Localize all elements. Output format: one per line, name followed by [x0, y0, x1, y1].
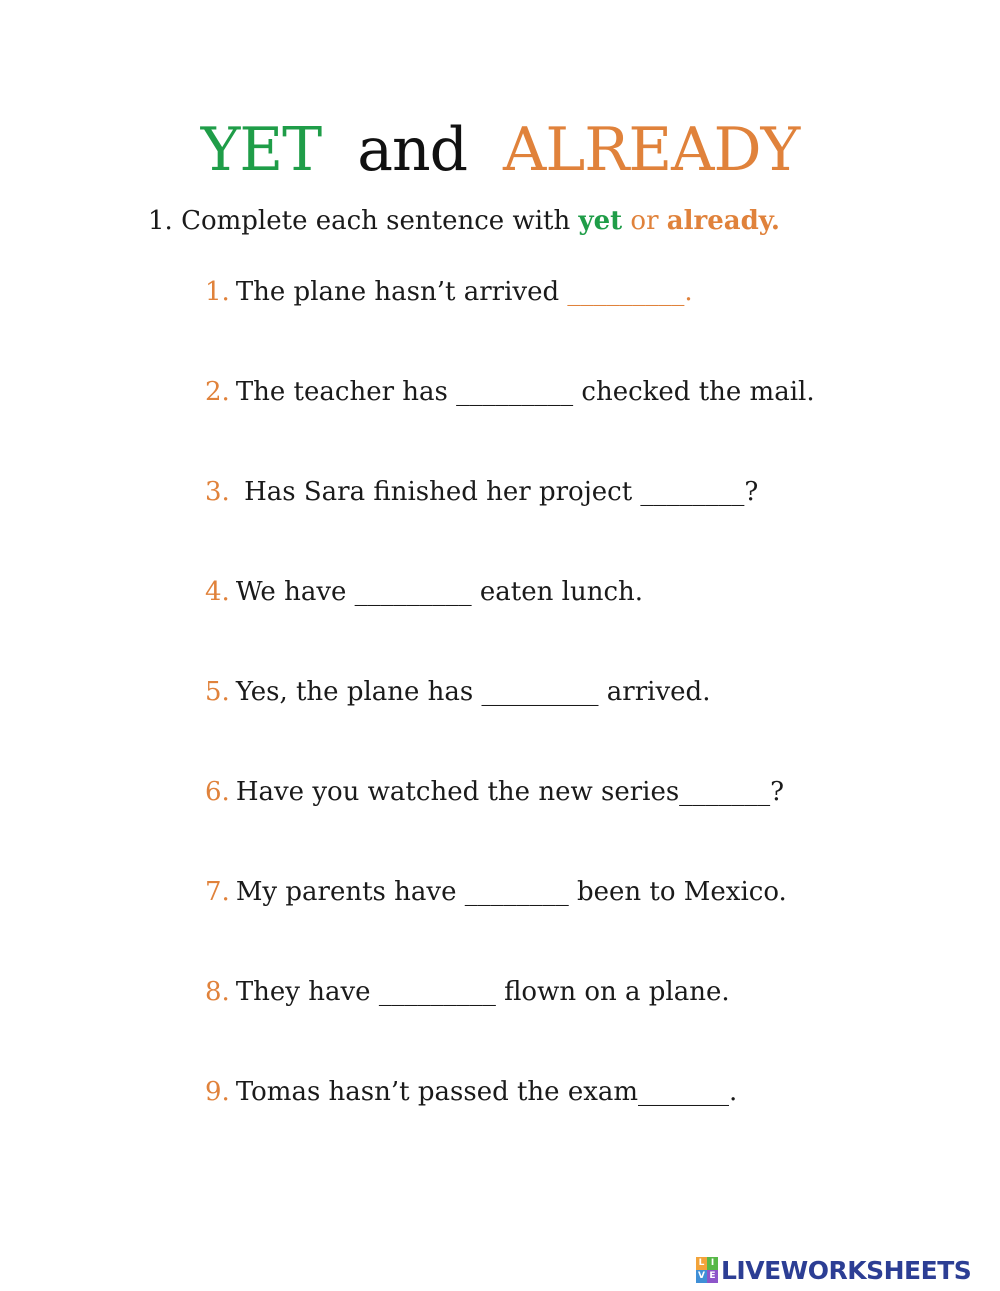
exercise-item-7[interactable]	[205, 872, 787, 912]
liveworksheets-logo-icon	[696, 1257, 718, 1283]
logo-mark-letter: E	[707, 1270, 718, 1283]
title-and: and	[357, 115, 468, 185]
instruction-text: Complete each sentence with	[181, 206, 571, 236]
item-text: The plane hasn’t arrived	[235, 277, 560, 307]
item-text: Yes, the plane has _________ arrived.	[235, 677, 711, 707]
item-text: The teacher has _________ checked the mail.	[235, 377, 815, 407]
exercise-item-4[interactable]	[205, 572, 643, 612]
item-number: 2.	[205, 377, 230, 407]
item-number: 4.	[205, 577, 230, 607]
item-text: My parents have ________ been to Mexico.	[235, 877, 787, 907]
exercise-item-5[interactable]	[205, 672, 710, 712]
logo-mark-letter: L	[696, 1257, 707, 1270]
logo-mark-letter: V	[696, 1270, 707, 1283]
item-text: Tomas hasn’t passed the exam_______.	[235, 1077, 738, 1107]
item-number: 8.	[205, 977, 230, 1007]
logo-mark-letter: I	[707, 1257, 718, 1270]
item-number: 5.	[205, 677, 230, 707]
liveworksheets-logo	[696, 1252, 971, 1288]
title-yet: YET	[200, 115, 322, 185]
page-title	[0, 112, 1000, 188]
item-text: Have you watched the new series_______?	[235, 777, 785, 807]
logo-text: LIVEWORKSHEETS	[721, 1255, 972, 1285]
instruction	[148, 201, 780, 241]
exercise-item-1[interactable]	[205, 272, 693, 312]
exercise-item-8[interactable]	[205, 972, 730, 1012]
answer-blank[interactable]: _________.	[559, 277, 693, 307]
exercise-item-6[interactable]	[205, 772, 784, 812]
instruction-number: 1.	[148, 206, 173, 236]
item-number: 3.	[205, 477, 230, 507]
instruction-or: or	[630, 206, 659, 236]
item-number: 6.	[205, 777, 230, 807]
item-number: 7.	[205, 877, 230, 907]
item-text: They have _________ flown on a plane.	[235, 977, 730, 1007]
title-already: ALREADY	[503, 115, 800, 185]
instruction-already: already.	[666, 206, 780, 236]
item-text: Has Sara finished her project ________?	[235, 477, 759, 507]
item-number: 9.	[205, 1077, 230, 1107]
instruction-yet: yet	[578, 206, 623, 236]
item-number: 1.	[205, 277, 230, 307]
item-text: We have _________ eaten lunch.	[235, 577, 644, 607]
exercise-item-9[interactable]	[205, 1072, 737, 1112]
exercise-item-2[interactable]	[205, 372, 815, 412]
exercise-item-3[interactable]	[205, 472, 758, 512]
